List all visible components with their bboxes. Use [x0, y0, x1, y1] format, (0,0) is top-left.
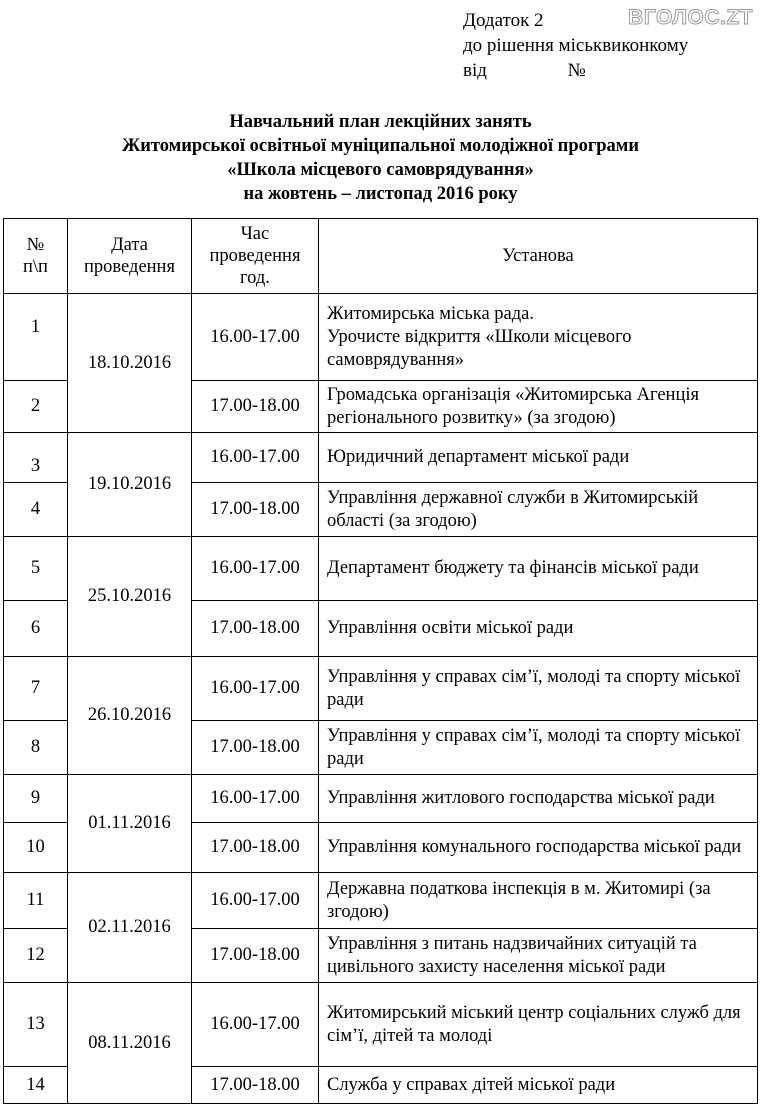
session-time: 16.00-17.00: [192, 983, 319, 1067]
row-number: 13: [4, 983, 68, 1067]
header-time: [192, 219, 319, 294]
row-number: 1: [4, 294, 68, 381]
annex-line-3: від №: [463, 60, 586, 81]
header-number-line-2: п\п: [23, 257, 48, 277]
row-number: 2: [4, 381, 68, 433]
institution: [319, 601, 758, 657]
session-time: 16.00-17.00: [192, 657, 319, 721]
row-number: 11: [4, 873, 68, 929]
title-line-4: на жовтень – листопад 2016 року: [243, 184, 518, 204]
title-line-1: Навчальний план лекційних занять: [229, 112, 532, 132]
session-time: 16.00-17.00: [192, 537, 319, 601]
row-number: 14: [4, 1067, 68, 1104]
session-time: 17.00-18.00: [192, 483, 319, 537]
institution-line: Житомирська міська рада.: [327, 303, 535, 324]
header-time-line-3: год.: [240, 268, 270, 288]
table-row: [4, 537, 758, 601]
institution-line: Громадська організація «Житомирська Агенція регіонального розвитку» (за згодою): [327, 384, 699, 428]
institution-line: Служба у справах дітей міської ради: [327, 1074, 616, 1095]
table-row: [4, 433, 758, 483]
row-number: 5: [4, 537, 68, 601]
session-date: 25.10.2016: [68, 537, 192, 657]
session-time: 17.00-18.00: [192, 601, 319, 657]
institution: [319, 929, 758, 983]
session-date: 08.11.2016: [68, 983, 192, 1104]
header-time-line-2: проведення: [209, 246, 301, 266]
table-header-row: [4, 219, 758, 294]
row-number: 7: [4, 657, 68, 721]
session-time: 16.00-17.00: [192, 433, 319, 483]
annex-line-2: до рішення міськвиконкому: [463, 35, 689, 56]
session-date: 18.10.2016: [68, 294, 192, 433]
institution: [319, 775, 758, 823]
institution-line: Управління освіти міської ради: [327, 618, 574, 638]
header-date-line-1: Дата: [111, 235, 148, 255]
session-time: 17.00-18.00: [192, 721, 319, 775]
session-time: 16.00-17.00: [192, 873, 319, 929]
session-time: 16.00-17.00: [192, 775, 319, 823]
table-row: [4, 294, 758, 381]
row-number: 10: [4, 823, 68, 873]
session-time: 17.00-18.00: [192, 381, 319, 433]
institution-line: Житомирський міський центр соціальних служб для сім’ї, дітей та молоді: [327, 1002, 741, 1046]
row-number: 3: [4, 433, 68, 483]
session-time: 17.00-18.00: [192, 929, 319, 983]
institution-line: Управління у справах сім’ї, молоді та спорту міської ради: [327, 725, 741, 769]
table-row: [4, 775, 758, 823]
institution: [319, 873, 758, 929]
header-time-line-1: Час: [240, 224, 270, 244]
institution-line: Управління житлового господарства міської ради: [327, 788, 715, 808]
document-title: [0, 110, 761, 206]
institution: [319, 537, 758, 601]
institution-line: Управління з питань надзвичайних ситуацій та цивільного захисту населення міської ради: [327, 933, 697, 977]
row-number: 4: [4, 483, 68, 537]
title-line-2: Житомирської освітньої муніципальної молодіжної програми: [121, 136, 640, 156]
header-date: [68, 219, 192, 294]
institution: [319, 657, 758, 721]
session-date: 02.11.2016: [68, 873, 192, 983]
institution: [319, 381, 758, 433]
table-row: [4, 657, 758, 721]
site-watermark: ВГОЛОС.ZT: [628, 6, 753, 29]
institution: [319, 983, 758, 1067]
session-date: 26.10.2016: [68, 657, 192, 775]
title-line-3: «Школа місцевого самоврядування»: [227, 160, 534, 180]
session-time: 17.00-18.00: [192, 1067, 319, 1104]
table-row: [4, 983, 758, 1067]
session-date: 01.11.2016: [68, 775, 192, 873]
header-number-line-1: №: [26, 235, 45, 255]
row-number: 6: [4, 601, 68, 657]
row-number: 12: [4, 929, 68, 983]
institution-line: Юридичний департамент міської ради: [327, 447, 630, 467]
institution-line: Урочисте відкриття «Школи місцевого самоврядування»: [327, 326, 632, 370]
session-date: 19.10.2016: [68, 433, 192, 537]
institution-line: Управління комунального господарства міської ради: [327, 837, 742, 857]
header-date-line-2: проведення: [84, 257, 175, 277]
institution-line: Державна податкова інспекція в м. Житомирі (за згодою): [327, 878, 711, 922]
institution: [319, 1067, 758, 1104]
institution: [319, 433, 758, 483]
institution-line: Управління державної служби в Житомирській області (за згодою): [327, 487, 699, 531]
institution: [319, 823, 758, 873]
institution-line: Управління у справах сім’ї, молоді та спорту міської ради: [327, 666, 741, 710]
header-institution: Установа: [319, 219, 758, 294]
session-time: 17.00-18.00: [192, 823, 319, 873]
lecture-plan-table: [3, 218, 758, 1104]
table-row: [4, 873, 758, 929]
annex-line-1: Додаток 2: [463, 10, 544, 31]
row-number: 9: [4, 775, 68, 823]
session-time: 16.00-17.00: [192, 294, 319, 381]
institution: [319, 483, 758, 537]
institution-line: Департамент бюджету та фінансів міської ради: [327, 558, 699, 578]
row-number: 8: [4, 721, 68, 775]
header-number: [4, 219, 68, 294]
institution: [319, 721, 758, 775]
institution: [319, 294, 758, 381]
